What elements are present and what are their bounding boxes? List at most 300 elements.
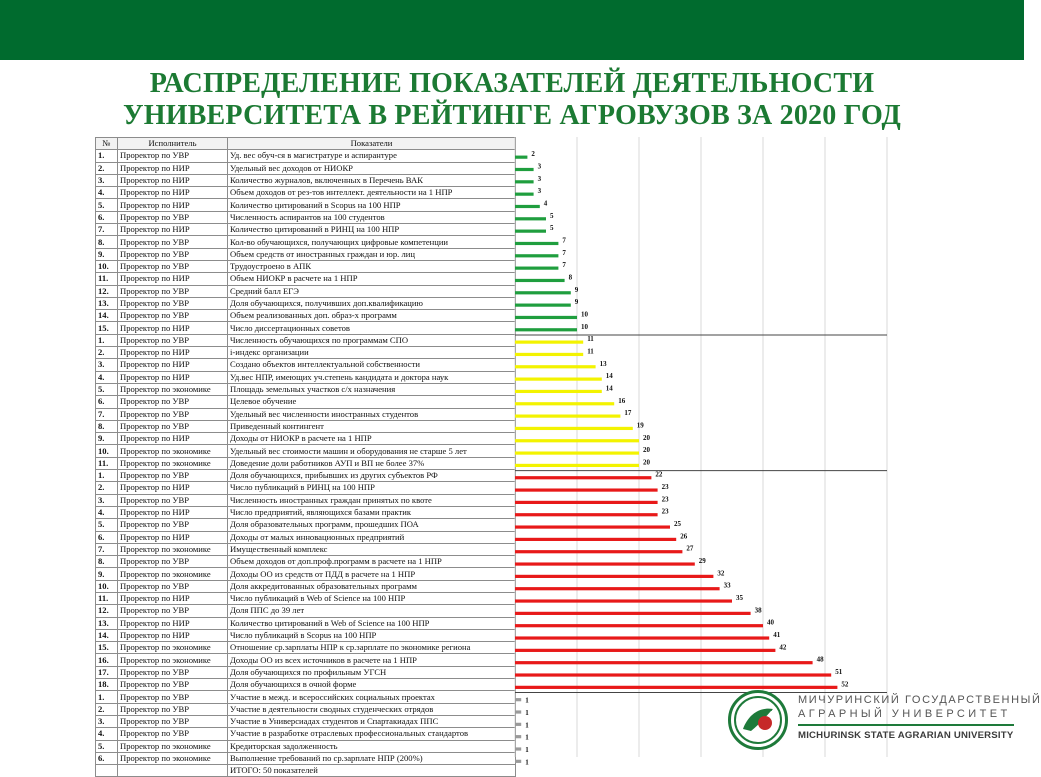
table-row [96,752,516,764]
bar-value-label: 9 [574,285,579,294]
bar-value-label: 1 [525,758,529,767]
row-num: 15. [96,322,118,334]
table-row [96,556,516,568]
table-row [96,224,516,236]
row-executor: Проректор по экономике [118,445,228,457]
row-indicator: Доля ППС до 39 лет [228,605,516,617]
bar-value-label: 19 [636,421,644,430]
row-executor: Проректор по УВР [118,285,228,297]
bar-value-label: 16 [618,396,626,405]
bar-value-label: 29 [698,557,706,566]
row-executor: Проректор по НИР [118,617,228,629]
row-executor: Проректор по НИР [118,224,228,236]
row-indicator: Число диссертационных советов [228,322,516,334]
row-num: 3. [96,715,118,727]
row-indicator: Число публикаций в Web of Science на 100 НПР [228,592,516,604]
row-num: 11. [96,592,118,604]
table-row [96,519,516,531]
bar-value-label: 20 [643,446,650,455]
bar [515,451,639,454]
row-num: 2. [96,703,118,715]
row-num: 8. [96,420,118,432]
row-num: 4. [96,371,118,383]
logo-line-3: MICHURINSK STATE AGRARIAN UNIVERSITY [798,730,1014,741]
row-num: 5. [96,199,118,211]
bar [515,747,521,750]
table-row [96,420,516,432]
row-indicator: Имущественный комплекс [228,543,516,555]
footer-total: ИТОГО: 50 показателей [228,765,516,777]
row-indicator: Кредиторская задолженность [228,740,516,752]
bar [515,402,614,405]
bar-value-label: 14 [605,384,613,393]
row-num: 3. [96,359,118,371]
row-indicator: Участие в Универсиадах студентов и Спартакиадах ППС [228,715,516,727]
bar [515,760,521,763]
table-row [96,531,516,543]
row-indicator: Доходы ОО из всех источников в расчете на 1 НПР [228,654,516,666]
table-row [96,211,516,223]
row-num: 14. [96,629,118,641]
bar-value-label: 7 [562,261,566,270]
table-row [96,617,516,629]
row-num: 16. [96,654,118,666]
row-num: 2. [96,162,118,174]
table-row [96,236,516,248]
bar [515,341,583,344]
row-executor: Проректор по УВР [118,519,228,531]
row-num: 13. [96,297,118,309]
row-indicator: Удельный вес численности иностранных студентов [228,408,516,420]
logo-line-2: АГРАРНЫЙ УНИВЕРСИТЕТ [798,708,1011,720]
bar-value-label: 35 [736,594,743,603]
row-num: 12. [96,285,118,297]
row-num: 15. [96,642,118,654]
ranking-bar-chart [515,137,887,767]
bar [515,193,534,196]
row-indicator: Объем реализованных доп. образ-х программ [228,310,516,322]
table-row [96,347,516,359]
row-indicator: Численность обучающихся по программам СПО [228,334,516,346]
row-num: 5. [96,740,118,752]
table-row [96,728,516,740]
table-row [96,408,516,420]
bar-value-label: 23 [661,507,669,516]
row-num: 10. [96,445,118,457]
row-executor: Проректор по УВР [118,150,228,162]
row-executor: Проректор по УВР [118,703,228,715]
table-row [96,310,516,322]
row-executor: Проректор по УВР [118,580,228,592]
table-footer-row [96,765,516,777]
bar-value-label: 3 [537,162,542,171]
row-num: 9. [96,568,118,580]
row-num: 11. [96,273,118,285]
table-row [96,334,516,346]
table-row [96,654,516,666]
bar [515,230,546,233]
row-num: 1. [96,150,118,162]
table-row [96,396,516,408]
row-indicator: Численность аспирантов на 100 студентов [228,211,516,223]
row-num: 11. [96,457,118,469]
row-indicator: Участие в разработке отраслевых профессиональных стандартов [228,728,516,740]
table-row [96,457,516,469]
row-executor: Проректор по НИР [118,273,228,285]
row-num: 4. [96,728,118,740]
bar-value-label: 1 [525,746,529,755]
row-num: 7. [96,224,118,236]
bar-value-label: 42 [779,643,787,652]
bar-value-label: 3 [537,174,542,183]
header-executor: Исполнитель [118,138,228,150]
table-row [96,273,516,285]
table-header-row [96,138,516,150]
table-row [96,187,516,199]
row-num: 8. [96,556,118,568]
row-executor: Проректор по УВР [118,310,228,322]
title-line-1: РАСПРЕДЕЛЕНИЕ ПОКАЗАТЕЛЕЙ ДЕЯТЕЛЬНОСТИ [149,68,875,99]
row-executor: Проректор по УВР [118,408,228,420]
bar-value-label: 48 [816,655,824,664]
row-num: 3. [96,174,118,186]
table-row [96,260,516,272]
bar-value-label: 33 [723,581,731,590]
table-row [96,174,516,186]
row-indicator: Создано объектов интеллектуальной собственности [228,359,516,371]
row-indicator: Количество цитирований в Scopus на 100 НПР [228,199,516,211]
table-row [96,322,516,334]
bar-value-label: 2 [531,150,535,159]
bar [515,316,577,319]
bar [515,587,720,590]
table-row [96,199,516,211]
table-row [96,629,516,641]
row-indicator: Объем доходов от рез-тов интеллект. деятельности на 1 НПР [228,187,516,199]
bar-value-label: 52 [841,680,849,689]
row-num: 10. [96,580,118,592]
bar-value-label: 7 [562,236,566,245]
row-executor: Проректор по экономике [118,457,228,469]
bar [515,476,651,479]
row-indicator: Выполнение требований по ср.зарплате НПР (200%) [228,752,516,764]
row-executor: Проректор по УВР [118,715,228,727]
bar [515,488,658,491]
row-indicator: Удельный вес стоимости машин и оборудования не старше 5 лет [228,445,516,457]
logo-line-1: МИЧУРИНСКИЙ ГОСУДАРСТВЕННЫЙ [798,694,1041,706]
bar [515,612,751,615]
bar [515,562,695,565]
row-executor: Проректор по НИР [118,359,228,371]
bar-value-label: 13 [599,359,607,368]
bar [515,378,602,381]
row-indicator: Количество журналов, включенных в Перечень ВАК [228,174,516,186]
row-num: 8. [96,236,118,248]
bar-value-label: 5 [550,211,554,220]
row-num: 9. [96,248,118,260]
row-executor: Проректор по УВР [118,470,228,482]
bar [515,353,583,356]
row-num: 5. [96,519,118,531]
row-num: 6. [96,752,118,764]
table-row [96,543,516,555]
row-executor: Проректор по УВР [118,605,228,617]
bar [515,599,732,602]
bar [515,723,521,726]
bar [515,636,769,639]
bar [515,710,521,713]
bar [515,291,571,294]
row-num: 4. [96,187,118,199]
bar-value-label: 23 [661,495,669,504]
row-executor: Проректор по экономике [118,383,228,395]
bar [515,414,620,417]
bar [515,661,813,664]
row-num: 4. [96,506,118,518]
row-executor: Проректор по НИР [118,629,228,641]
bar [515,698,521,701]
bar-value-label: 22 [655,470,663,479]
row-indicator: Участие в межд. и всероссийских социальных проектах [228,691,516,703]
row-executor: Проректор по УВР [118,494,228,506]
bar-value-label: 27 [686,544,694,553]
row-indicator: Доля обучающихся по профильным УГСН [228,666,516,678]
bar [515,624,763,627]
bar [515,427,633,430]
row-executor: Проректор по УВР [118,334,228,346]
row-num: 7. [96,543,118,555]
bar-value-label: 3 [537,187,542,196]
row-executor: Проректор по НИР [118,371,228,383]
bar-value-label: 8 [568,273,573,282]
row-executor: Проректор по НИР [118,531,228,543]
row-executor: Проректор по НИР [118,322,228,334]
bar-value-label: 20 [643,433,650,442]
row-indicator: Объем НИОКР в расчете на 1 НПР [228,273,516,285]
bar [515,673,831,676]
row-executor: Проректор по экономике [118,654,228,666]
row-executor: Проректор по НИР [118,506,228,518]
bar [515,304,571,307]
table-row [96,285,516,297]
logo-divider [798,724,1014,726]
row-executor: Проректор по УВР [118,236,228,248]
bar-value-label: 32 [717,569,725,578]
bar-value-label: 23 [661,483,669,492]
row-executor: Проректор по УВР [118,666,228,678]
table-row [96,580,516,592]
row-indicator: Доля обучающихся, прибывших из других субъектов РФ [228,470,516,482]
bar-value-label: 17 [624,409,632,418]
row-executor: Проректор по УВР [118,297,228,309]
row-indicator: Число публикаций в РИНЦ на 100 НПР [228,482,516,494]
row-executor: Проректор по НИР [118,174,228,186]
table-row [96,642,516,654]
table-row [96,666,516,678]
university-logo [728,688,1041,756]
table-row [96,470,516,482]
row-num: 10. [96,260,118,272]
table-row [96,162,516,174]
row-num: 9. [96,433,118,445]
row-indicator: Приведенный контингент [228,420,516,432]
bar [515,464,639,467]
row-num: 18. [96,679,118,691]
row-num: 17. [96,666,118,678]
row-indicator: Доходы от НИОКР в расчете на 1 НПР [228,433,516,445]
bar [515,525,670,528]
row-indicator: i-индекс организации [228,347,516,359]
bar [515,242,558,245]
table-row [96,482,516,494]
title-line-2: УНИВЕРСИТЕТА В РЕЙТИНГЕ АГРОВУЗОВ ЗА 2020 ГОД [122,100,902,131]
bar [515,254,558,257]
row-indicator: Доведение доли работников АУП и ВП не более 37% [228,457,516,469]
row-indicator: Доходы от малых инновационных предприятий [228,531,516,543]
row-indicator: Численность иностранных граждан принятых по квоте [228,494,516,506]
row-num: 1. [96,470,118,482]
row-executor: Проректор по УВР [118,260,228,272]
table-row [96,383,516,395]
table-row [96,568,516,580]
row-indicator: Объем средств от иностранных граждан и юр. лиц [228,248,516,260]
row-executor: Проректор по экономике [118,568,228,580]
page-title [0,68,1024,132]
row-num: 6. [96,531,118,543]
row-executor: Проректор по НИР [118,199,228,211]
row-indicator: Площадь земельных участков с/х назначения [228,383,516,395]
bar-value-label: 9 [574,298,579,307]
row-indicator: Трудоустроено в АПК [228,260,516,272]
row-num: 6. [96,211,118,223]
row-num: 5. [96,383,118,395]
row-indicator: Доля аккредитованных образовательных программ [228,580,516,592]
bar-value-label: 1 [525,721,529,730]
indicators-table [95,137,516,777]
row-executor: Проректор по НИР [118,482,228,494]
bar-value-label: 10 [581,322,588,331]
row-indicator: Число предприятий, являющихся базами практик [228,506,516,518]
bar [515,501,658,504]
bar [515,575,713,578]
row-executor: Проректор по НИР [118,592,228,604]
row-indicator: Участие в деятельности сводных студенческих отрядов [228,703,516,715]
row-executor: Проректор по УВР [118,691,228,703]
bar [515,217,546,220]
bar-value-label: 38 [754,606,762,615]
row-num: 2. [96,482,118,494]
bar-value-label: 41 [773,631,781,640]
row-indicator: Доля образовательных программ, прошедших ПОА [228,519,516,531]
header-num: № [96,138,118,150]
row-num: 2. [96,347,118,359]
table-row [96,494,516,506]
bar [515,328,577,331]
row-num: 3. [96,494,118,506]
row-num: 1. [96,334,118,346]
row-executor: Проректор по НИР [118,347,228,359]
table-row [96,740,516,752]
bar [515,390,602,393]
bar-value-label: 20 [643,458,650,467]
table-row [96,703,516,715]
row-executor: Проректор по УВР [118,728,228,740]
row-num: 6. [96,396,118,408]
university-emblem-icon [728,690,788,750]
row-indicator: Уд. вес обуч-ся в магистратуре и аспирантуре [228,150,516,162]
bar [515,513,658,516]
row-executor: Проректор по экономике [118,543,228,555]
row-num: 13. [96,617,118,629]
bar-value-label: 11 [587,347,594,356]
row-indicator: Целевое обучение [228,396,516,408]
bar [515,205,540,208]
bar [515,439,639,442]
row-indicator: Отношение ср.зарплаты НПР к ср.зарплате по экономике региона [228,642,516,654]
row-executor: Проректор по УВР [118,211,228,223]
bar-value-label: 1 [525,709,529,718]
bar-value-label: 51 [835,668,843,677]
row-executor: Проректор по НИР [118,162,228,174]
table-row [96,445,516,457]
row-num: 12. [96,605,118,617]
table-row [96,592,516,604]
row-indicator: Кол-во обучающихся, получающих цифровые компетенции [228,236,516,248]
table-row [96,150,516,162]
bar [515,267,558,270]
row-executor: Проректор по УВР [118,679,228,691]
row-indicator: Доля обучающихся в очной форме [228,679,516,691]
bar [515,365,596,368]
row-num: 7. [96,408,118,420]
bar [515,180,534,183]
table-row [96,297,516,309]
row-indicator: Уд.вес НПР, имеющих уч.степень кандидата и доктора наук [228,371,516,383]
table-row [96,506,516,518]
bar-value-label: 5 [550,224,554,233]
row-executor: Проректор по НИР [118,433,228,445]
row-indicator: Удельный вес доходов от НИОКР [228,162,516,174]
bar [515,156,527,159]
top-color-band [0,0,1024,60]
indicators-table-wrap [95,137,515,777]
row-indicator: Средний балл ЕГЭ [228,285,516,297]
row-indicator: Количество цитирований в Web of Science на 100 НПР [228,617,516,629]
table-row [96,371,516,383]
table-row [96,433,516,445]
table-row [96,359,516,371]
table-row [96,679,516,691]
bar-value-label: 11 [587,335,594,344]
row-executor: Проректор по экономике [118,740,228,752]
row-executor: Проректор по УВР [118,556,228,568]
bar-value-label: 14 [605,372,613,381]
row-executor: Проректор по УВР [118,248,228,260]
bar-value-label: 25 [674,520,681,529]
header-indicator: Показатели [228,138,516,150]
table-row [96,248,516,260]
bar-value-label: 7 [562,248,566,257]
row-indicator: Число публикаций в Scopus на 100 НПР [228,629,516,641]
bar [515,550,682,553]
bar-value-label: 10 [581,310,588,319]
row-executor: Проректор по НИР [118,187,228,199]
row-executor: Проректор по экономике [118,642,228,654]
table-row [96,715,516,727]
table-row [96,691,516,703]
bar-value-label: 4 [543,199,548,208]
table-body [96,150,516,765]
